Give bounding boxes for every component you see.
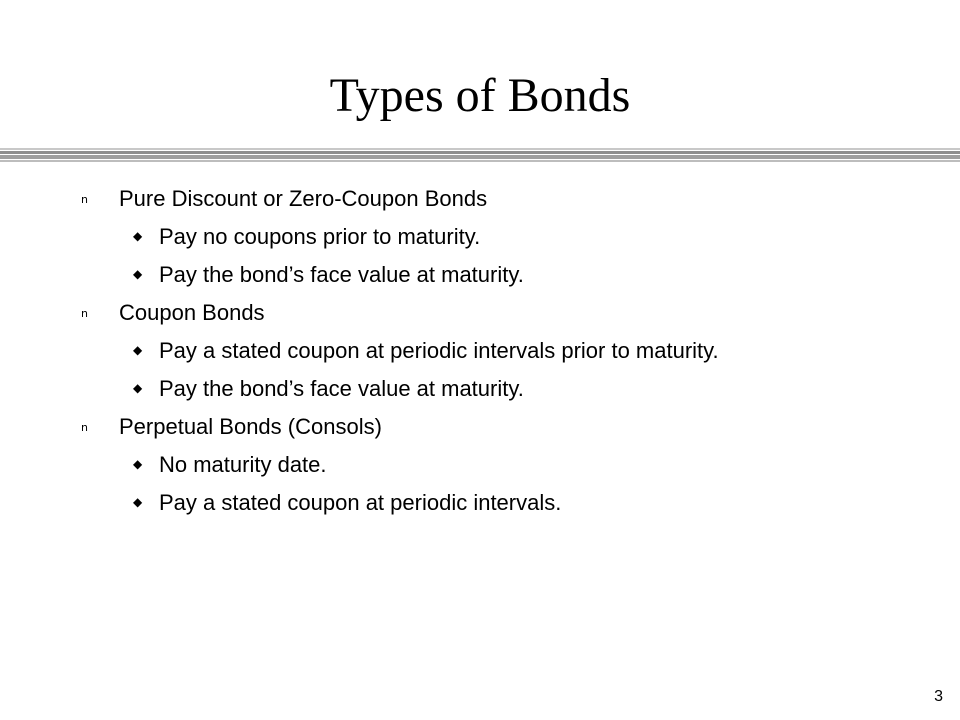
section-heading <box>0 294 960 332</box>
sub-bullet-text: No maturity date. <box>159 452 327 477</box>
sub-bullet <box>0 218 960 256</box>
sub-bullet-text: Pay no coupons prior to maturity. <box>159 224 481 249</box>
sub-bullet <box>0 484 960 522</box>
diamond-bullet-icon: ◆ <box>133 495 143 509</box>
section-heading <box>0 408 960 446</box>
bullet-n-icon: n <box>81 307 88 320</box>
sub-bullet <box>0 370 960 408</box>
divider-band <box>0 148 960 150</box>
sub-bullet <box>0 332 960 370</box>
divider-band <box>0 155 960 159</box>
section-heading <box>0 180 960 218</box>
diamond-bullet-icon: ◆ <box>133 267 143 281</box>
slide-title: Types of Bonds <box>329 69 631 122</box>
diamond-bullet-icon: ◆ <box>133 229 143 243</box>
title-divider <box>0 148 960 164</box>
divider-band <box>0 151 960 154</box>
section-heading-text: Pure Discount or Zero-Coupon Bonds <box>119 186 488 211</box>
sub-bullet-text: Pay the bond’s face value at maturity. <box>159 376 524 401</box>
sub-bullet <box>0 256 960 294</box>
sub-bullet-text: Pay a stated coupon at periodic intervals prior to maturity. <box>159 338 719 363</box>
bullet-list <box>0 180 960 522</box>
section-heading-text: Perpetual Bonds (Consols) <box>119 414 382 439</box>
bullet-n-icon: n <box>81 421 88 434</box>
sub-bullet <box>0 446 960 484</box>
bullet-n-icon: n <box>81 193 88 206</box>
divider-band <box>0 160 960 162</box>
slide-number: 3 <box>934 688 943 705</box>
sub-bullet-text: Pay a stated coupon at periodic intervals. <box>159 490 562 515</box>
sub-bullet-text: Pay the bond’s face value at maturity. <box>159 262 524 287</box>
diamond-bullet-icon: ◆ <box>133 343 143 357</box>
diamond-bullet-icon: ◆ <box>133 457 143 471</box>
section-heading-text: Coupon Bonds <box>119 300 265 325</box>
diamond-bullet-icon: ◆ <box>133 381 143 395</box>
